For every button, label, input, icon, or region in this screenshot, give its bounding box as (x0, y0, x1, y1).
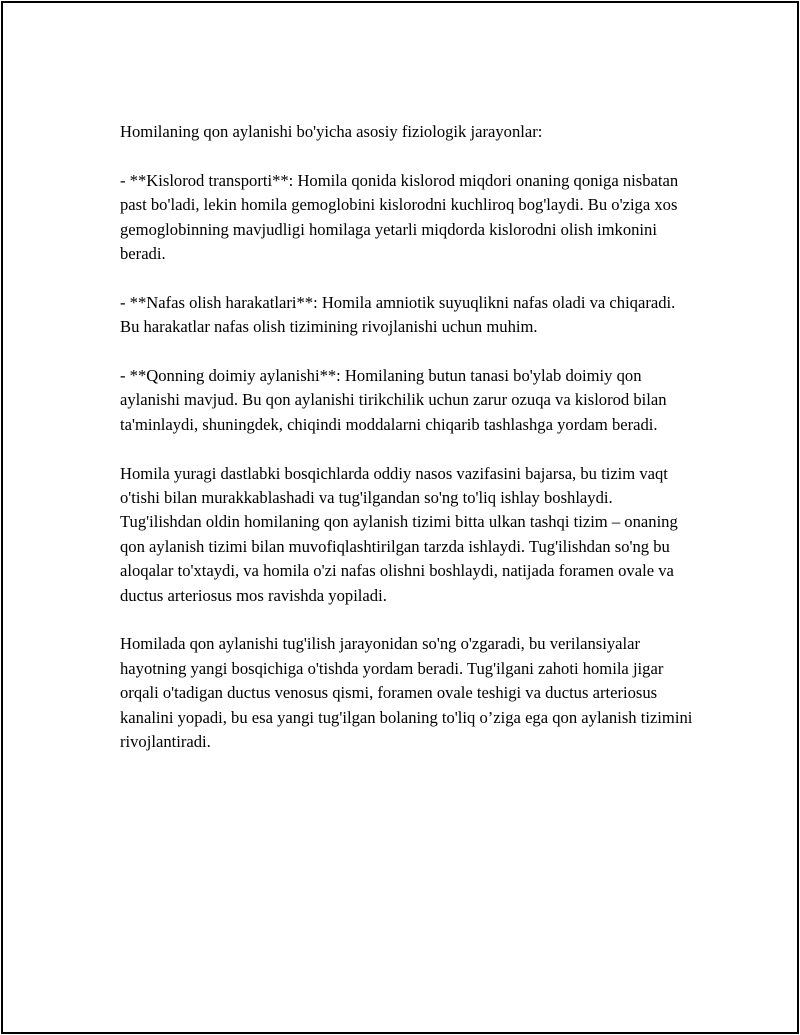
heart-development-paragraph: Homila yuragi dastlabki bosqichlarda oddiy nasos vazifasini bajarsa, bu tizim vaqt o'tishi bilan murakkablashadi va tug'ilgandan so'ng to'liq ishlay boshlaydi. Tug'ilishdan oldin homilaning qon aylanish tizimi bitta ulkan tashqi tizim – onaning qon aylanish tizimi bilan muvofiqlashtirilgan tarzda ishlaydi. Tug'ilishdan so'ng bu aloqalar to'xtaydi, va homila o'zi nafas olishni boshlaydi, natijada foramen ovale va ductus arteriosus mos ravishda yopiladi. (120, 463, 678, 605)
document-body (120, 120, 695, 754)
document-page (1, 1, 799, 1034)
bullet-constant-circulation: - **Qonning doimiy aylanishi**: Homilaning butun tanasi bo'ylab doimiy qon aylanishi mavjud. Bu qon aylanishi tirikchilik uchun zarur ozuqa va kislorod bilan ta'minlaydi, shuningdek, chiqindi moddalarni chiqarib tashlashga yordam beradi. (120, 366, 667, 434)
intro-paragraph: Homilaning qon aylanishi bo'yicha asosiy fiziologik jarayonlar: (120, 122, 543, 141)
post-birth-circulation-paragraph: Homilada qon aylanishi tug'ilish jarayonidan so'ng o'zgaradi, bu verilansiyalar hayotning yangi bosqichiga o'tishda yordam beradi. Tug'ilgani zahoti homila jigar orqali o'tadigan ductus venosus qismi, foramen ovale teshigi va ductus arteriosus kanalini yopadi, bu esa yangi tug'ilgan bolaning to'liq o’ziga ega qon aylanish tizimini rivojlantiradi. (120, 634, 693, 752)
bullet-oxygen-transport: - **Kislorod transporti**: Homila qonida kislorod miqdori onaning qoniga nisbatan past bo'ladi, lekin homila gemoglobini kislorodni kuchliroq bog'laydi. Bu o'ziga xos gemoglobinning mavjudligi homilaga yetarli miqdorda kislorodni olish imkonini beradi. (120, 170, 679, 264)
bullet-breathing-movements: - **Nafas olish harakatlari**: Homila amniotik suyuqlikni nafas oladi va chiqaradi. Bu harakatlar nafas olish tizimining rivojlanishi uchun muhim. (120, 292, 676, 337)
